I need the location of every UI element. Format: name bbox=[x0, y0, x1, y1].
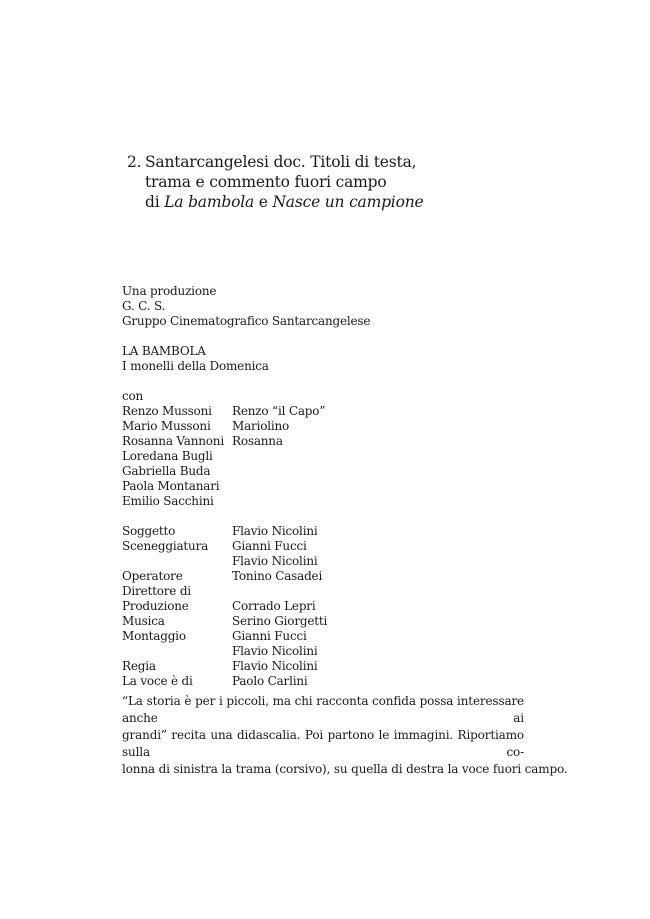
crew-role bbox=[122, 644, 232, 659]
section-number: 2. bbox=[127, 153, 142, 171]
cast-label: con bbox=[122, 389, 144, 403]
crew-role: Musica bbox=[122, 614, 165, 628]
intro-line-1: “La storia è per i piccoli, ma chi racconta confida possa interessare anche ai bbox=[122, 694, 524, 725]
cast-character bbox=[232, 464, 352, 479]
crew-name: Flavio Nicolini bbox=[232, 524, 318, 538]
crew-name: Gianni Fucci bbox=[232, 539, 307, 553]
crew-row bbox=[122, 614, 352, 629]
cast-table bbox=[122, 404, 352, 509]
cast-character bbox=[232, 479, 352, 494]
cast-actor: Emilio Sacchini bbox=[122, 494, 214, 508]
cast-character bbox=[232, 449, 352, 464]
cast-actor: Rosanna Vannoni bbox=[122, 434, 224, 448]
crew-name: Flavio Nicolini bbox=[232, 644, 318, 658]
crew-role bbox=[122, 554, 232, 569]
heading-conj: e bbox=[254, 193, 273, 211]
cast-row bbox=[122, 434, 352, 449]
production-line-1: Una produzione bbox=[122, 284, 217, 298]
crew-role: Direttore di bbox=[122, 584, 191, 598]
crew-role: Montaggio bbox=[122, 629, 186, 643]
heading-line-1 bbox=[127, 152, 423, 172]
film-title-2: Nasce un campione bbox=[272, 193, 424, 211]
crew-row bbox=[122, 569, 352, 584]
crew-row bbox=[122, 584, 352, 599]
cast-character: Renzo “il Capo” bbox=[232, 404, 326, 418]
cast-actor: Gabriella Buda bbox=[122, 464, 211, 478]
crew-row bbox=[122, 629, 352, 644]
credits-block bbox=[122, 284, 522, 689]
crew-role: Operatore bbox=[122, 569, 183, 583]
cast-character bbox=[232, 494, 352, 509]
crew-row bbox=[122, 659, 352, 674]
crew-name: Corrado Lepri bbox=[232, 599, 316, 613]
heading-prefix: di bbox=[145, 193, 165, 211]
intro-line-3: lonna di sinistra la trama (corsivo), su quella di destra la voce fuori campo. bbox=[122, 762, 568, 776]
production-line-3: Gruppo Cinematografico Santarcangelese bbox=[122, 314, 371, 328]
crew-name: Gianni Fucci bbox=[232, 629, 307, 643]
crew-table bbox=[122, 524, 352, 689]
crew-row bbox=[122, 599, 352, 614]
crew-name: Serino Giorgetti bbox=[232, 614, 328, 628]
cast-character: Rosanna bbox=[232, 434, 283, 448]
crew-name: Flavio Nicolini bbox=[232, 659, 318, 673]
production-line-2: G. C. S. bbox=[122, 299, 166, 313]
crew-row bbox=[122, 539, 352, 554]
film-title: LA BAMBOLA bbox=[122, 344, 206, 358]
crew-name: Paolo Carlini bbox=[232, 674, 308, 688]
crew-role: La voce è di bbox=[122, 674, 193, 688]
heading-title-line-1: Santarcangelesi doc. Titoli di testa, bbox=[145, 153, 417, 171]
crew-role: Regia bbox=[122, 659, 156, 673]
cast-row bbox=[122, 404, 352, 419]
crew-row bbox=[122, 644, 352, 659]
crew-name: Flavio Nicolini bbox=[232, 554, 318, 568]
crew-row bbox=[122, 554, 352, 569]
crew-role: Sceneggiatura bbox=[122, 539, 209, 553]
crew-role: Produzione bbox=[122, 599, 189, 613]
crew-row bbox=[122, 674, 352, 689]
cast-actor: Paola Montanari bbox=[122, 479, 220, 493]
heading-line-3 bbox=[127, 192, 423, 212]
heading-title-line-2: trama e commento fuori campo bbox=[145, 173, 387, 191]
cast-row bbox=[122, 479, 352, 494]
film-title-1: La bambola bbox=[164, 193, 254, 211]
crew-name: Tonino Casadei bbox=[232, 569, 323, 583]
intro-line-2: grandi” recita una didascalia. Poi partono le immagini. Riportiamo sulla co- bbox=[122, 728, 524, 759]
cast-row bbox=[122, 449, 352, 464]
cast-character: Mariolino bbox=[232, 419, 290, 433]
cast-row bbox=[122, 494, 352, 509]
crew-row bbox=[122, 524, 352, 539]
cast-actor: Loredana Bugli bbox=[122, 449, 213, 463]
section-heading bbox=[127, 152, 423, 212]
cast-row bbox=[122, 464, 352, 479]
crew-name bbox=[232, 584, 352, 599]
intro-paragraph bbox=[122, 693, 568, 778]
cast-actor: Renzo Mussoni bbox=[122, 404, 212, 418]
film-subtitle: I monelli della Domenica bbox=[122, 359, 269, 373]
cast-row bbox=[122, 419, 352, 434]
cast-actor: Mario Mussoni bbox=[122, 419, 211, 433]
crew-role: Soggetto bbox=[122, 524, 176, 538]
